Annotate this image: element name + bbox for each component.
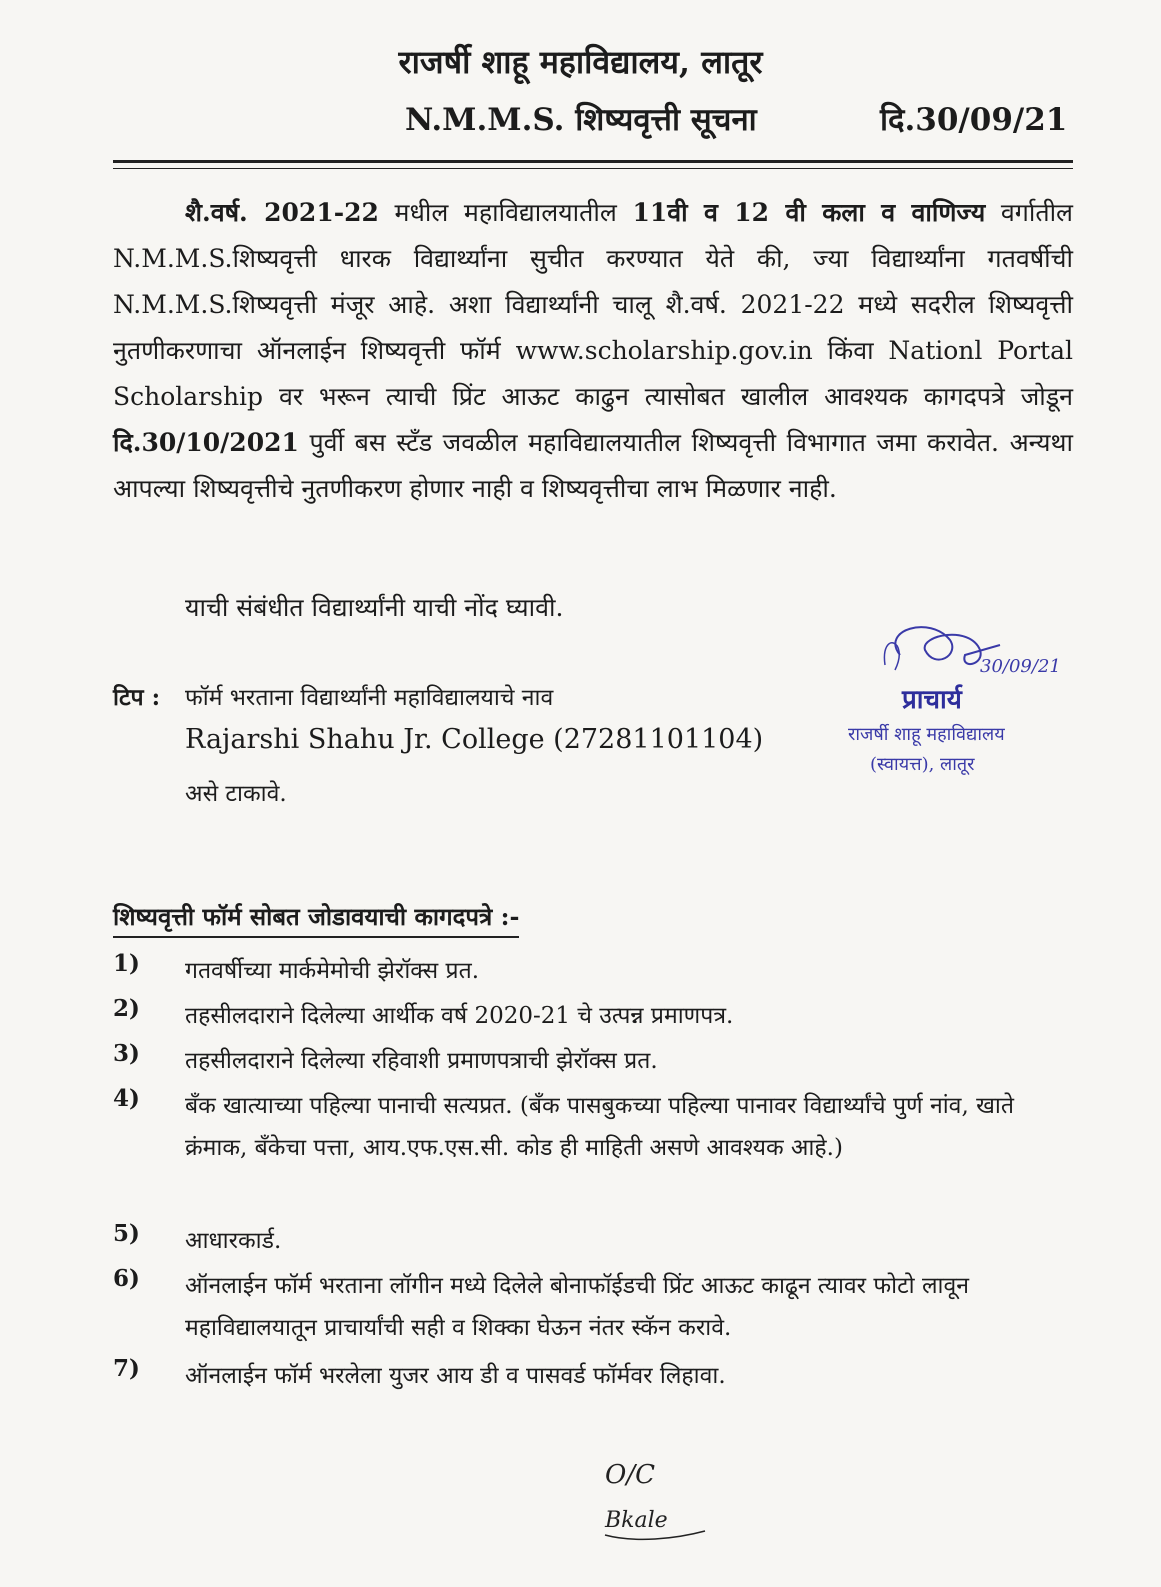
notice-title: N.M.M.S. शिष्यवृत्ती सूचना bbox=[405, 102, 757, 138]
item-text: आधारकार्ड. bbox=[185, 1228, 282, 1254]
item-number: 7) bbox=[113, 1355, 140, 1382]
documents-heading: शिष्यवृत्ती फॉर्म सोबत जोडावयाची कागदपत्रे :- bbox=[113, 900, 519, 938]
deadline-date: दि.30/10/2021 bbox=[113, 428, 299, 457]
item-text: ऑनलाईन फॉर्म भरताना लॉगीन मध्ये दिलेले बोनाफॉईडची प्रिंट आऊट काढून त्यावर फोटो लावून महाविद्यालयातून प्राचार्यांची सही व शिक्का घेऊन नंतर स्कॅन करावे. bbox=[185, 1273, 970, 1341]
item-number: 6) bbox=[113, 1265, 140, 1292]
notice-date: दि.30/09/21 bbox=[880, 102, 1068, 138]
office-copy-note bbox=[595, 1455, 735, 1555]
tip-line-3: असे टाकावे. bbox=[185, 781, 287, 807]
item-text: तहसीलदाराने दिलेल्या आर्थीक वर्ष 2020-21 चे उत्पन्न प्रमाणपत्र. bbox=[185, 1003, 734, 1029]
tip-college-code: Rajarshi Shahu Jr. College (27281101104) bbox=[185, 724, 764, 755]
item-number: 2) bbox=[113, 995, 140, 1022]
stamp-title: प्राचार्य bbox=[902, 685, 962, 715]
office-copy-mark: O/C bbox=[605, 1460, 655, 1490]
item-number: 4) bbox=[113, 1085, 140, 1112]
initials-signature: Bkale bbox=[605, 1508, 668, 1533]
tip-label: टिप : bbox=[113, 684, 161, 711]
college-name: राजर्षी शाहू महाविद्यालय, लातूर bbox=[398, 43, 763, 81]
header-rule-thick bbox=[113, 160, 1073, 163]
stamp-location: (स्वायत्त), लातूर bbox=[870, 754, 975, 775]
item-text: तहसीलदाराने दिलेल्या रहिवाशी प्रमाणपत्राची झेरॉक्स प्रत. bbox=[185, 1048, 658, 1074]
principal-stamp bbox=[840, 610, 1070, 795]
tip-line-1: फॉर्म भरताना विद्यार्थ्यांनी महाविद्यालयाचे नाव bbox=[185, 685, 554, 711]
item-text: गतवर्षीच्या मार्कमेमोची झेरॉक्स प्रत. bbox=[185, 958, 480, 984]
item-number: 3) bbox=[113, 1040, 140, 1067]
item-number: 1) bbox=[113, 950, 140, 977]
body-text-3: पुर्वी बस स्टँड जवळील महाविद्यालयातील शिष्यवृत्ती विभागात जमा करावेत. अन्यथा आपल्या शिष्यवृत्तीचे नुतणीकरण होणार नाही व शिष्यवृत्तीचा लाभ मिळणार नाही. bbox=[113, 428, 1073, 503]
stamp-college: राजर्षी शाहू महाविद्यालय bbox=[848, 724, 1005, 745]
body-text-1: मधील महाविद्यालयातील bbox=[378, 198, 633, 227]
notice-note: याची संबंधीत विद्यार्थ्यांनी याची नोंद घ्यावी. bbox=[185, 593, 564, 622]
signature-date: 30/09/21 bbox=[980, 656, 1061, 677]
notice-body bbox=[113, 190, 1073, 512]
academic-year: शै.वर्ष. 2021-22 bbox=[185, 198, 379, 227]
item-text: ऑनलाईन फॉर्म भरलेला युजर आय डी व पासवर्ड फॉर्मवर लिहावा. bbox=[185, 1363, 726, 1389]
body-text-2: वर्गातील N.M.M.S.शिष्यवृत्ती धारक विद्यार्थ्यांना सुचीत करण्यात येते की, ज्या विद्यार्थ्यांना गतवर्षीची N.M.M.S.शिष्यवृत्ती मंजूर आहे. अशा विद्यार्थ्यांनी चालू शै.वर्ष. 2021-22 मध्ये सदरील शिष्यवृत्ती नुतणीकरणाचा ऑनलाईन शिष्यवृत्ती फॉर्म www.scholarship.gov.in किंवा Nationl Portal Scholarship वर भरून त्याची प्रिंट आऊट काढुन त्यासोबत खालील आवश्यक कागदपत्रे जोडून bbox=[113, 198, 1073, 411]
item-text: बँक खात्याच्या पहिल्या पानाची सत्यप्रत. (बँक पासबुकच्या पहिल्या पानावर विद्यार्थ्यांचे पुर्ण नांव, खाते क्रंमाक, बँकेचा पत्ता, आय.एफ.एस.सी. कोड ही माहिती असणे आवश्यक आहे.) bbox=[185, 1093, 1014, 1161]
notice-paragraph bbox=[113, 190, 1073, 512]
item-number: 5) bbox=[113, 1220, 140, 1247]
class-names: 11वी व 12 वी कला व वाणिज्य bbox=[632, 198, 986, 227]
header-rule-thin bbox=[113, 168, 1073, 169]
